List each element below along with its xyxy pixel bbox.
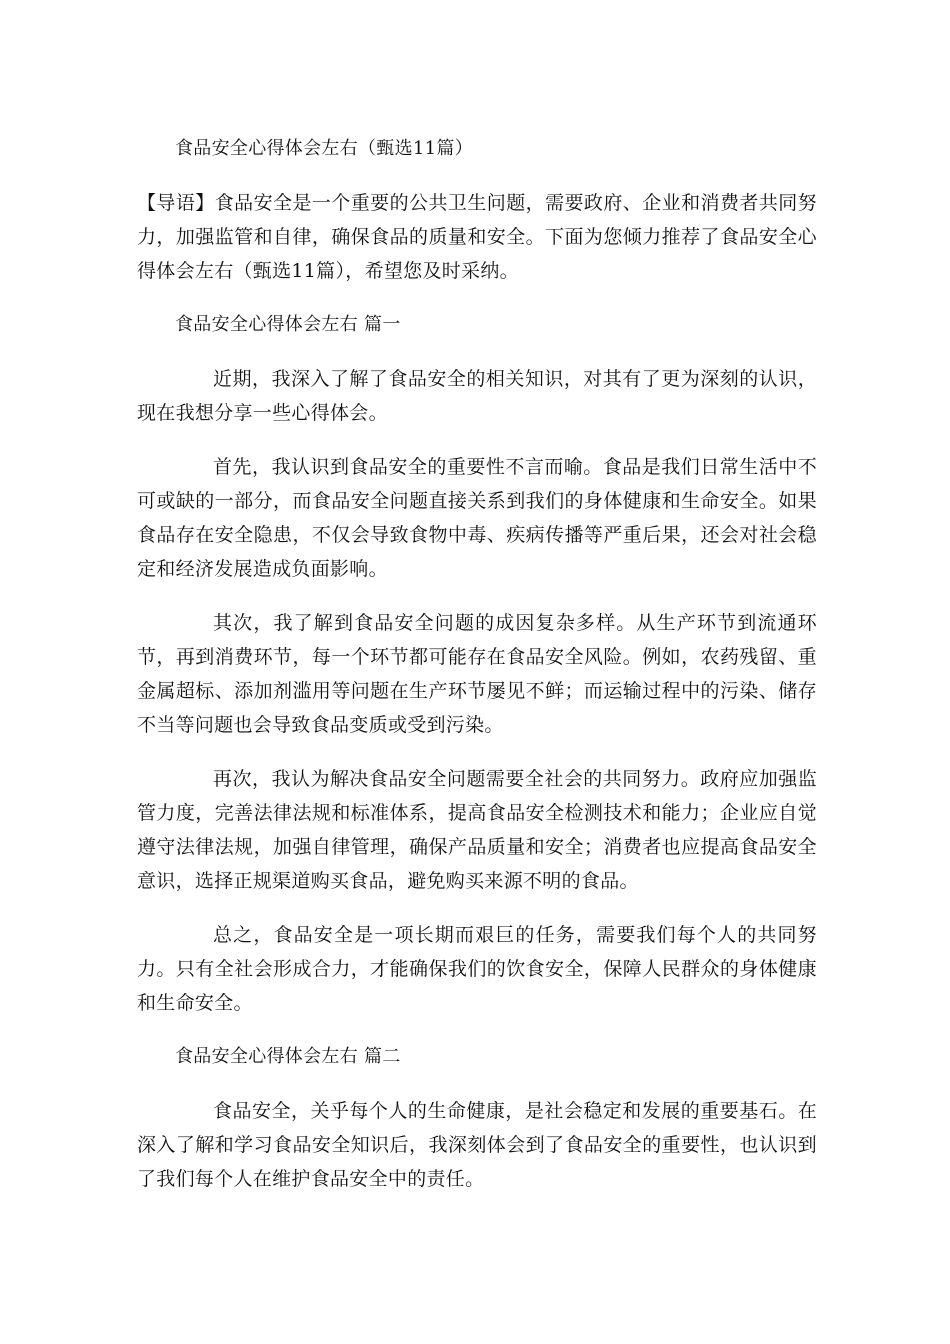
section-2: [137, 1040, 817, 1196]
body-paragraph: 再次，我认为解决食品安全问题需要全社会的共同努力。政府应加强监管力度，完善法律法规和标准体系，提高食品安全检测技术和能力；企业应自觉遵守法律法规，加强自律管理，确保产品质量和安全；消费者也应提高食品安全意识，选择正规渠道购买食品，避免购买来源不明的食品。: [137, 768, 817, 892]
section-1: [137, 308, 817, 1020]
intro-paragraph: 【导语】食品安全是一个重要的公共卫生问题，需要政府、企业和消费者共同努力，加强监管和自律，确保食品的质量和安全。下面为您倾力推荐了食品安全心得体会左右（甄选11篇），希望您及时采纳。: [137, 192, 817, 282]
document-body: [137, 132, 817, 1216]
document-title: 食品安全心得体会左右（甄选11篇）: [175, 138, 474, 159]
body-paragraph: 其次，我了解到食品安全问题的成因复杂多样。从生产环节到流通环节，再到消费环节，每一个环节都可能存在食品安全风险。例如，农药残留、重金属超标、添加剂滥用等问题在生产环节屡见不鲜；而运输过程中的污染、储存不当等问题也会导致食品变质或受到污染。: [137, 612, 817, 736]
body-paragraph: 食品安全，关乎每个人的生命健康，是社会稳定和发展的重要基石。在深入了解和学习食品安全知识后，我深刻体会到了食品安全的重要性，也认识到了我们每个人在维护食品安全中的责任。: [137, 1100, 817, 1190]
section-heading: 食品安全心得体会左右 篇二: [175, 1046, 401, 1067]
section-heading: 食品安全心得体会左右 篇一: [175, 314, 401, 335]
body-paragraph: 首先，我认识到食品安全的重要性不言而喻。食品是我们日常生活中不可或缺的一部分，而食品安全问题直接关系到我们的身体健康和生命安全。如果食品存在安全隐患，不仅会导致食物中毒、疾病传播等严重后果，还会对社会稳定和经济发展造成负面影响。: [137, 456, 817, 580]
body-paragraph: 总之，食品安全是一项长期而艰巨的任务，需要我们每个人的共同努力。只有全社会形成合力，才能确保我们的饮食安全，保障人民群众的身体健康和生命安全。: [137, 924, 817, 1014]
body-paragraph: 近期，我深入了解了食品安全的相关知识，对其有了更为深刻的认识，现在我想分享一些心得体会。: [137, 368, 817, 424]
